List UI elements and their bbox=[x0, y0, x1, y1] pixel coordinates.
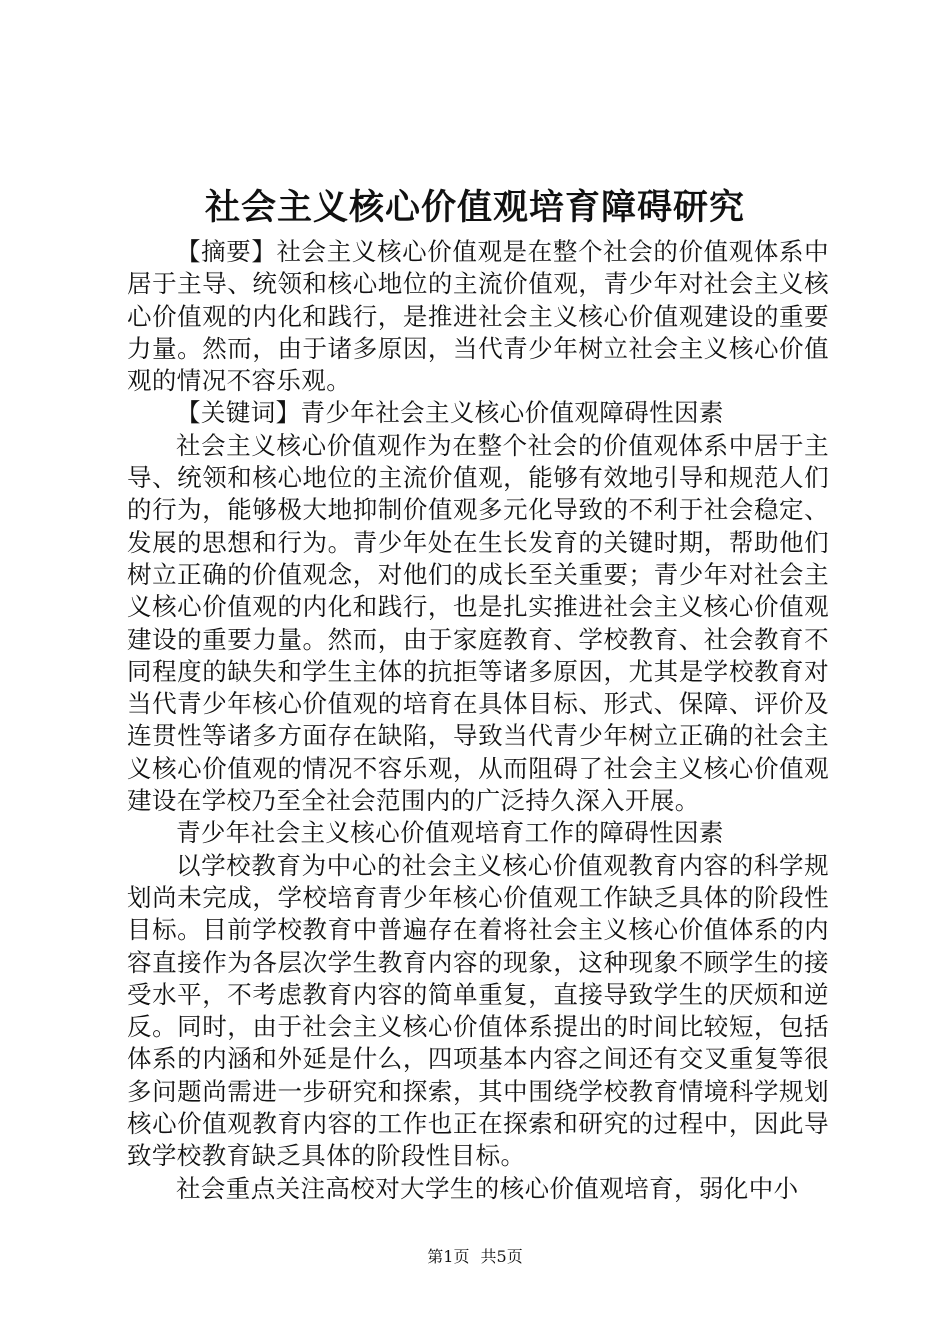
body-paragraph: 以学校教育为中心的社会主义核心价值观教育内容的科学规划尚未完成，学校培育青少年核心价值观工作缺乏具体的阶段性目标。目前学校教育中普遍存在着将社会主义核心价值体系的内容直接作为各层次学生教育内容的现象，这种现象不顾学生的接受水平，不考虑教育内容的简单重复，直接导致学生的厌烦和逆反。同时，由于社会主义核心价值体系提出的时间比较短，包括体系的内涵和外延是什么，四项基本内容之间还有交叉重复等很多问题尚需进一步研究和探索，其中围绕学校教育情境科学规划核心价值观教育内容的工作也正在探索和研究的过程中，因此导致学校教育缺乏具体的阶段性目标。 bbox=[127, 850, 829, 1171]
section-heading: 青少年社会主义核心价值观培育工作的障碍性因素 bbox=[176, 818, 724, 848]
intro-paragraph: 社会主义核心价值观作为在整个社会的价值观体系中居于主导、统领和核心地位的主流价值观，能够有效地引导和规范人们的行为，能够极大地抑制价值观多元化导致的不利于社会稳定、发展的思想和行为。青少年处在生长发育的关键时期，帮助他们树立正确的价值观念，对他们的成长至关重要；青少年对社会主义核心价值观的内化和践行，也是扎实推进社会主义核心价值观建设的重要力量。然而，由于家庭教育、学校教育、社会教育不同程度的缺失和学生主体的抗拒等诸多原因，尤其是学校教育对当代青少年核心价值观的培育在具体目标、形式、保障、评价及连贯性等诸多方面存在缺陷，导致当代青少年树立正确的社会主义核心价值观的情况不容乐观，从而阻碍了社会主义核心价值观建设在学校乃至全社会范围内的广泛持久深入开展。 bbox=[127, 430, 829, 816]
document-body bbox=[127, 236, 829, 1205]
page-footer bbox=[0, 1246, 950, 1268]
document-title: 社会主义核心价值观培育障碍研究 bbox=[204, 187, 745, 228]
body-paragraph-continued: 社会重点关注高校对大学生的核心价值观培育，弱化中小 bbox=[176, 1173, 799, 1203]
page-number: 第1页 bbox=[427, 1247, 470, 1266]
abstract-paragraph: 【摘要】社会主义核心价值观是在整个社会的价值观体系中居于主导、统领和核心地位的主流价值观，青少年对社会主义核心价值观的内化和践行，是推进社会主义核心价值观建设的重要力量。然而，由于诸多原因，当代青少年树立社会主义核心价值观的情况不容乐观。 bbox=[127, 237, 829, 396]
keywords-paragraph: 【关键词】青少年社会主义核心价值观障碍性因素 bbox=[176, 398, 724, 428]
page-total: 共5页 bbox=[480, 1247, 523, 1266]
